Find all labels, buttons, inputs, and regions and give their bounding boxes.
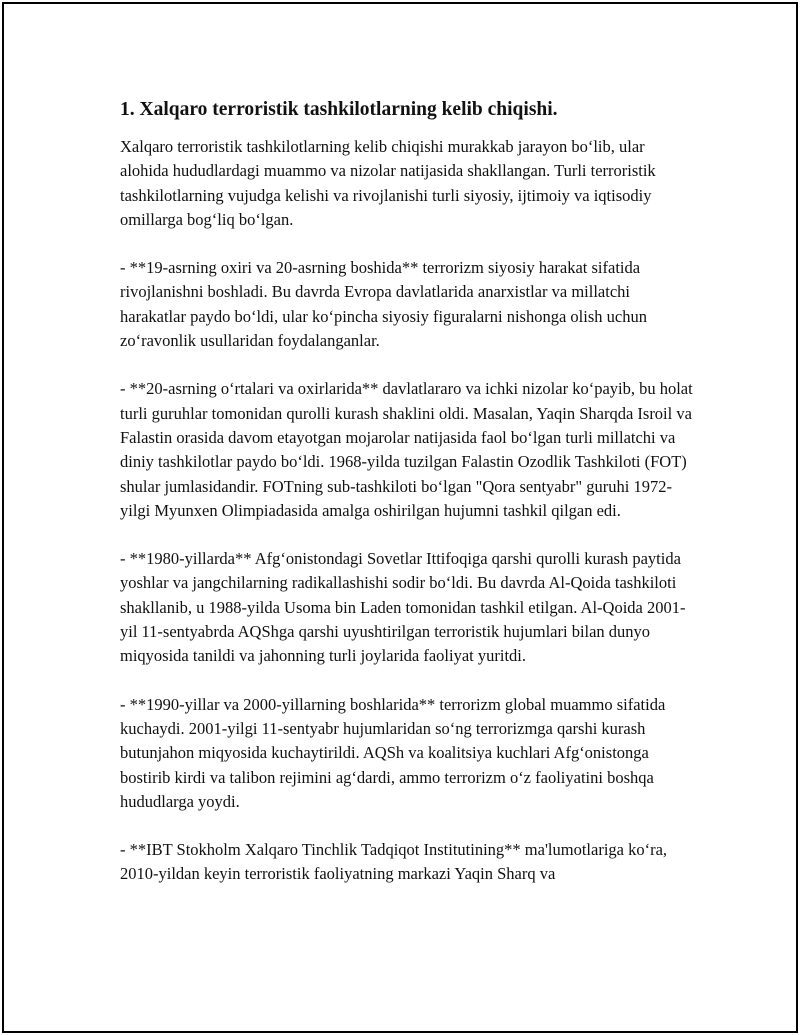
intro-paragraph: Xalqaro terroristik tashkilotlarning kelib chiqishi murakkab jarayon bo‘lib, ular alohida hududlardagi muammo va nizolar natijasida shakllangan. Turli terroristik tashkilotlarning vujudga kelishi va rivojlanishi turli siyosiy, ijtimoiy va iqtisodiy omillarga bog‘liq bo‘lgan. <box>120 137 656 229</box>
paragraph-sipri: - **IBT Stokholm Xalqaro Tinchlik Tadqiqot Institutining** ma'lumotlariga ko‘ra, 2010-yildan keyin terroristik faoliyatning markazi Yaqin Sharq va <box>120 840 668 884</box>
paragraph-1980s: - **1980-yillarda** Afg‘onistondagi Sovetlar Ittifoqiga qarshi qurolli kurash paytida yoshlar va jangchilarning radikallashishi sodir bo‘ldi. Bu davrda Al-Qoida tashkiloti shakllanib, u 1988-yilda Usoma bin Laden tomonidan tashkil etilgan. Al-Qoida 2001-yil 11-sentyabrda AQShga qarshi uyushtirilgan terroristik hujumlari bilan dunyo miqyosida tanildi va jahonning turli joylarida faoliyat yuritdi. <box>120 549 686 666</box>
paragraph-19th-century: - **19-asrning oxiri va 20-asrning boshida** terrorizm siyosiy harakat sifatida rivojlanishni boshladi. Bu davrda Evropa davlatlarida anarxistlar va millatchi harakatlar paydo bo‘ldi, ular ko‘pincha siyosiy figuralarni nishonga olish uchun zo‘ravonlik usullaridan foydalanganlar. <box>120 258 647 351</box>
paragraph-20th-century: - **20-asrning o‘rtalari va oxirlarida** davlatlararo va ichki nizolar ko‘payib, bu holat turli guruhlar tomonidan qurolli kurash shaklini oldi. Masalan, Yaqin Sharqda Isroil va Falastin orasida davom etayotgan mojarolar natijasida faol bo‘lgan turli millatchi va diniy tashkilotlar paydo bo‘ldi. 1968-yilda tuzilgan Falastin Ozodlik Tashkiloti (FOT) shular jumlasidandir. FOTning sub-tashkiloti bo‘lgan "Qora sentyabr" guruhi 1972-yilgi Myunxen Olimpiadasida amalga oshirilgan hujumni tashkil qilgan edi. <box>120 379 693 520</box>
section-heading: 1. Xalqaro terroristik tashkilotlarning kelib chiqishi. <box>120 99 558 120</box>
page-frame <box>2 2 798 1033</box>
paragraph-1990s-2000s: - **1990-yillar va 2000-yillarning boshlarida** terrorizm global muammo sifatida kuchaydi. 2001-yilgi 11-sentyabr hujumlaridan so‘ng terrorizmga qarshi kurash butunjahon miqyosida kuchaytirildi. AQSh va koalitsiya kuchlari Afg‘onistonga bostirib kirdi va talibon rejimini ag‘dardi, ammo terrorizm o‘z faoliyatini boshqa hududlarga yoydi. <box>120 694 666 811</box>
document-body <box>120 96 695 911</box>
